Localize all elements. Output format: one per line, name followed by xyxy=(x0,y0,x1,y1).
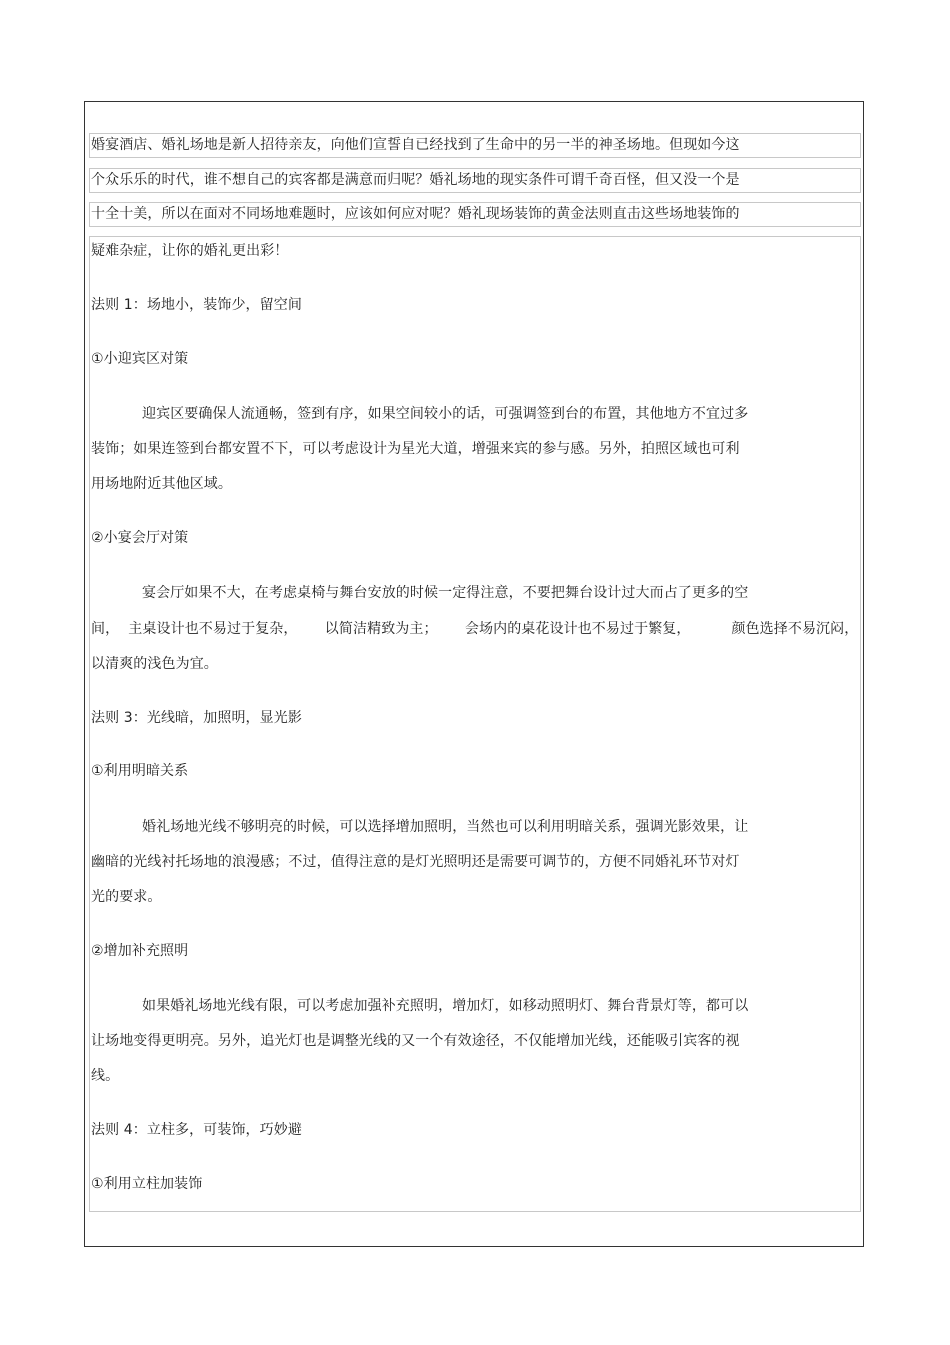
paragraph-line: 用场地附近其他区域。 xyxy=(91,476,232,492)
intro-line-2: 个众乐乐的时代，谁不想自己的宾客都是满意而归呢？婚礼场地的现实条件可谓千奇百怪，但又没一个是 xyxy=(91,172,740,188)
paragraph-line: 让场地变得更明亮。另外，追光灯也是调整光线的又一个有效途径，不仅能增加光线，还能吸引宾客的视 xyxy=(91,1033,740,1049)
subheading-pillar-decoration: ①利用立柱加装饰 xyxy=(91,1176,203,1192)
paragraph-line: 迎宾区要确保人流通畅，签到有序，如果空间较小的话，可强调签到台的布置，其他地方不宜过多 xyxy=(142,406,749,422)
paragraph-line: 如果婚礼场地光线有限，可以考虑加强补充照明，增加灯，如移动照明灯、舞台背景灯等，都可以 xyxy=(142,998,749,1014)
paragraph-line: 装饰；如果连签到台都安置不下，可以考虑设计为星光大道，增强来宾的参与感。另外，拍照区域也可利 xyxy=(91,441,740,457)
paragraph-line: 线。 xyxy=(91,1068,120,1084)
paragraph-line: 间， 主桌设计也不易过于复杂， 以简洁精致为主； 会场内的桌花设计也不易过于繁复， 颜色选择不易沉闷， xyxy=(91,621,859,637)
paragraph-line: 幽暗的光线衬托场地的浪漫感；不过，值得注意的是灯光照明还是需要可调节的，方便不同婚礼环节对灯 xyxy=(91,854,740,870)
intro-line-4: 疑难杂症，让你的婚礼更出彩！ xyxy=(91,243,289,259)
subheading-small-reception: ①小迎宾区对策 xyxy=(91,351,189,367)
rule-4-heading: 法则 4：立柱多，可装饰，巧妙避 xyxy=(91,1122,302,1138)
paragraph-line: 光的要求。 xyxy=(91,889,162,905)
paragraph-line: 以清爽的浅色为宜。 xyxy=(91,656,218,672)
rule-1-heading: 法则 1：场地小，装饰少，留空间 xyxy=(91,297,302,313)
rule-3-heading: 法则 3：光线暗，加照明，显光影 xyxy=(91,710,302,726)
paragraph-line: 宴会厅如果不大，在考虑桌椅与舞台安放的时候一定得注意，不要把舞台设计过大而占了更多的空 xyxy=(142,585,749,601)
intro-line-1: 婚宴酒店、婚礼场地是新人招待亲友，向他们宣誓自已经找到了生命中的另一半的神圣场地。但现如今这 xyxy=(91,137,740,153)
paragraph-line: 婚礼场地光线不够明亮的时候，可以选择增加照明，当然也可以利用明暗关系，强调光影效果，让 xyxy=(142,819,749,835)
subheading-small-banquet-hall: ②小宴会厅对策 xyxy=(91,530,189,546)
subheading-light-contrast: ①利用明暗关系 xyxy=(91,763,189,779)
subheading-extra-lighting: ②增加补充照明 xyxy=(91,943,189,959)
intro-line-3: 十全十美，所以在面对不同场地难题时，应该如何应对呢？婚礼现场装饰的黄金法则直击这些场地装饰的 xyxy=(91,206,740,222)
